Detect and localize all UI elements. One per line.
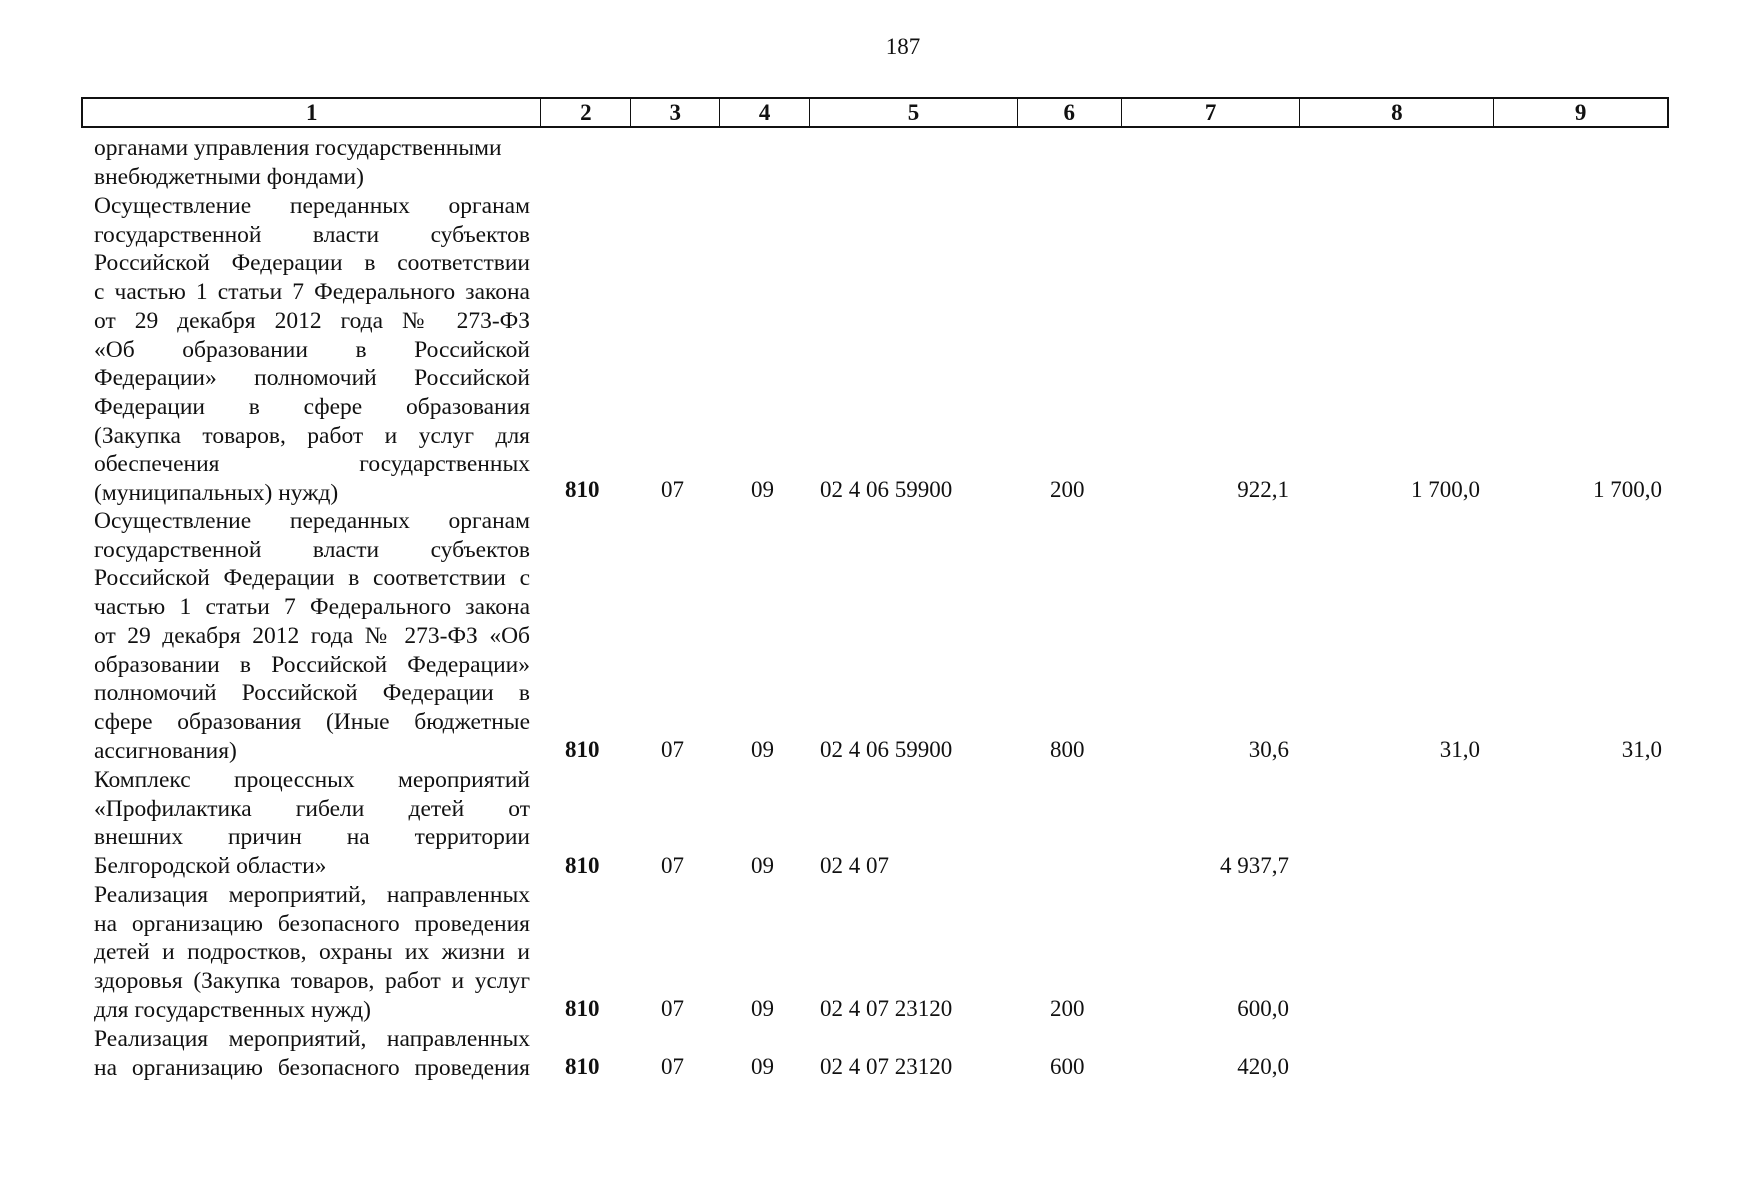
- description-line: полномочий Российской Федерации в: [94, 680, 530, 707]
- description-line: внебюджетными фондами): [94, 163, 364, 190]
- header-col-4: 4: [720, 99, 810, 126]
- header-col-5: 5: [810, 99, 1018, 126]
- cell-ministry-code: 810: [565, 1054, 600, 1079]
- cell-subsection: 09: [751, 477, 774, 502]
- description-line: Российской Федерации в соответствии с: [94, 565, 530, 592]
- description-line: Российской Федерации в соответствии: [94, 250, 530, 277]
- description-line: от 29 декабря 2012 года № 273-ФЗ: [94, 307, 530, 334]
- description-line: государственной власти субъектов: [94, 221, 530, 248]
- table-row-description: [94, 1025, 530, 1082]
- cell-section: 07: [661, 1054, 684, 1079]
- description-line: государственной власти субъектов: [94, 536, 530, 563]
- cell-amount-col7: 420,0: [1237, 1054, 1289, 1079]
- cell-target-article: 02 4 07 23120: [820, 1054, 953, 1079]
- description-line: для государственных нужд): [94, 996, 371, 1023]
- table-row-description: [94, 766, 530, 881]
- cell-ministry-code: 810: [565, 737, 600, 762]
- description-line: «Профилактика гибели детей от: [94, 795, 530, 822]
- description-line: Осуществление переданных органам: [94, 508, 530, 534]
- cell-ministry-code: 810: [565, 477, 600, 502]
- header-col-9: 9: [1574, 100, 1587, 125]
- description-line: на организацию безопасного проведения: [94, 910, 530, 937]
- description-line: Осуществление переданных органам: [94, 193, 530, 219]
- header-col-6: 6: [1018, 99, 1122, 126]
- page-number: 187: [885, 34, 921, 59]
- description-line: внешних причин на территории: [94, 824, 530, 851]
- cell-amount-col8: 1 700,0: [1411, 477, 1480, 502]
- description-line: ассигнования): [94, 737, 237, 764]
- header-col-3: 3: [631, 99, 720, 126]
- cell-target-article: 02 4 07: [820, 853, 889, 878]
- description-line: (Закупка товаров, работ и услуг для: [94, 422, 530, 449]
- table-row-description: [94, 192, 530, 508]
- description-line: (муниципальных) нужд): [94, 480, 339, 507]
- cell-expense-type: 600: [1050, 1054, 1085, 1079]
- description-line: Реализация мероприятий, направленных: [94, 882, 530, 908]
- description-line: детей и подростков, охраны их жизни и: [94, 939, 530, 966]
- description-line: образовании в Российской Федерации»: [94, 651, 530, 678]
- description-line: частью 1 статьи 7 Федерального закона: [94, 594, 530, 621]
- cell-ministry-code: 810: [565, 853, 600, 878]
- description-line: на организацию безопасного проведения: [94, 1054, 530, 1081]
- cell-amount-col7: 4 937,7: [1220, 853, 1289, 878]
- cell-subsection: 09: [751, 1054, 774, 1079]
- header-col-2: 2: [541, 99, 631, 126]
- cell-amount-col9: 31,0: [1621, 737, 1662, 762]
- cell-target-article: 02 4 06 59900: [820, 737, 953, 762]
- cell-amount-col7: 30,6: [1248, 737, 1289, 762]
- cell-expense-type: 200: [1050, 477, 1085, 502]
- header-col-7: 7: [1122, 99, 1301, 126]
- cell-expense-type: 800: [1050, 737, 1085, 762]
- cell-target-article: 02 4 06 59900: [820, 477, 953, 502]
- table-row-description: [94, 134, 530, 191]
- table-row-description: [94, 881, 530, 1025]
- description-line: обеспечения государственных: [94, 451, 530, 478]
- cell-section: 07: [661, 996, 684, 1021]
- description-line: Белгородской области»: [94, 853, 327, 880]
- description-line: от 29 декабря 2012 года № 273-ФЗ «Об: [94, 622, 530, 649]
- cell-target-article: 02 4 07 23120: [820, 996, 953, 1021]
- description-line: с частью 1 статьи 7 Федерального закона: [94, 279, 530, 306]
- cell-section: 07: [661, 853, 684, 878]
- description-line: Федерации» полномочий Российской: [94, 365, 530, 392]
- description-line: Реализация мероприятий, направленных: [94, 1026, 530, 1052]
- header-col-8: 8: [1300, 99, 1494, 126]
- cell-subsection: 09: [751, 996, 774, 1021]
- header-col-1: 1: [83, 99, 541, 126]
- table-header: [81, 97, 1669, 128]
- table-row-description: [94, 507, 530, 765]
- description-line: «Об образовании в Российской: [94, 336, 530, 363]
- cell-section: 07: [661, 477, 684, 502]
- cell-amount-col7: 922,1: [1237, 477, 1289, 502]
- cell-amount-col9: 1 700,0: [1593, 477, 1662, 502]
- cell-amount-col7: 600,0: [1237, 996, 1289, 1021]
- description-line: сфере образования (Иные бюджетные: [94, 708, 530, 735]
- description-line: Федерации в сфере образования: [94, 393, 530, 420]
- cell-subsection: 09: [751, 737, 774, 762]
- cell-ministry-code: 810: [565, 996, 600, 1021]
- cell-section: 07: [661, 737, 684, 762]
- cell-amount-col8: 31,0: [1439, 737, 1480, 762]
- description-line: здоровья (Закупка товаров, работ и услуг: [94, 968, 530, 995]
- cell-expense-type: 200: [1050, 996, 1085, 1021]
- description-line: органами управления государственными: [94, 135, 502, 161]
- description-line: Комплекс процессных мероприятий: [94, 767, 530, 793]
- cell-subsection: 09: [751, 853, 774, 878]
